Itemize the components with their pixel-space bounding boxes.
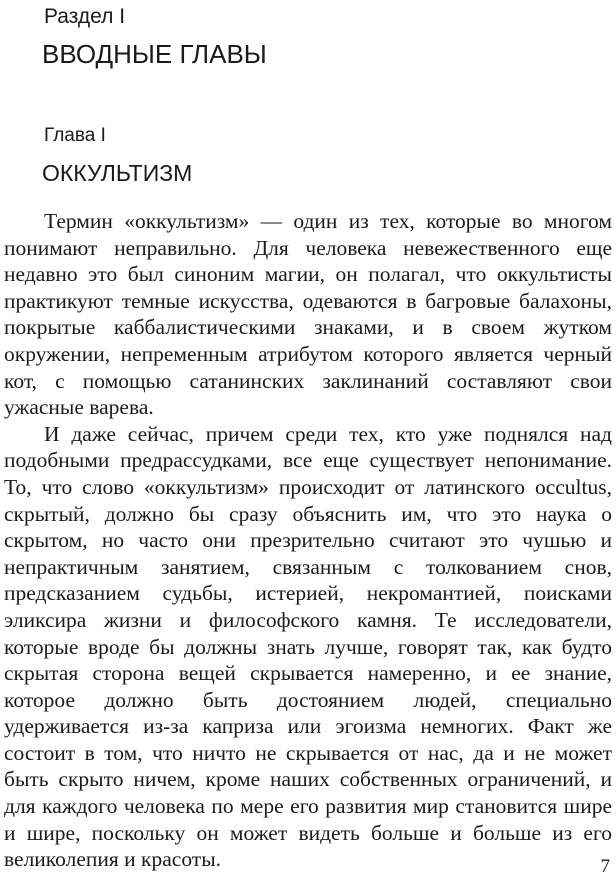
section-title: ВВОДНЫЕ ГЛАВЫ (42, 39, 267, 69)
paragraph: И даже сейчас, причем среди тех, кто уже поднялся над подобными предрассудками, все еще существует непонимание. То, что слово «оккультизм» происходит от латинского occultus, скрытый, должно бы сразу объяснить им, что это наука о скрытом, но часто они презрительно считают это чушью и непрактичным занятием, связанным с толкованием снов, предсказанием судьбы, истерией, некромантией, поисками эликсира жизни и философского камня. Те исследователи, которые вроде бы должны знать лучше, говорят так, как будто скрытая сторона вещей скрывается намеренно, и ее знание, которое должно быть достоянием людей, специально удерживается из-за каприза или эгоизма немногих. Факт же состоит в том, что ничто не скрывается от нас, да и не может быть скрыто ничем, кроме наших собственных ограничений, и для каждого человека по мере его развития мир становится шире и шире, поскольку он может видеть больше и больше из его великолепия и красоты. (4, 421, 612, 872)
chapter-label: Глава I (44, 125, 106, 146)
section-label: Раздел I (44, 5, 126, 28)
chapter-title: ОККУЛЬТИЗМ (42, 160, 193, 186)
body-text (4, 208, 612, 873)
paragraph: Термин «оккультизм» — один из тех, которые во многом понимают неправильно. Для человека невежественного еще недавно это был синоним магии, он полагал, что оккультисты практикуют темные искусства, одеваются в багровые балахоны, покрытые каббалистическими знаками, и в своем жутком окружении, непременным атрибутом которого является черный кот, с помощью сатанинских заклинаний составляют свои ужасные варева. (4, 209, 612, 420)
page-number: 7 (600, 856, 610, 877)
